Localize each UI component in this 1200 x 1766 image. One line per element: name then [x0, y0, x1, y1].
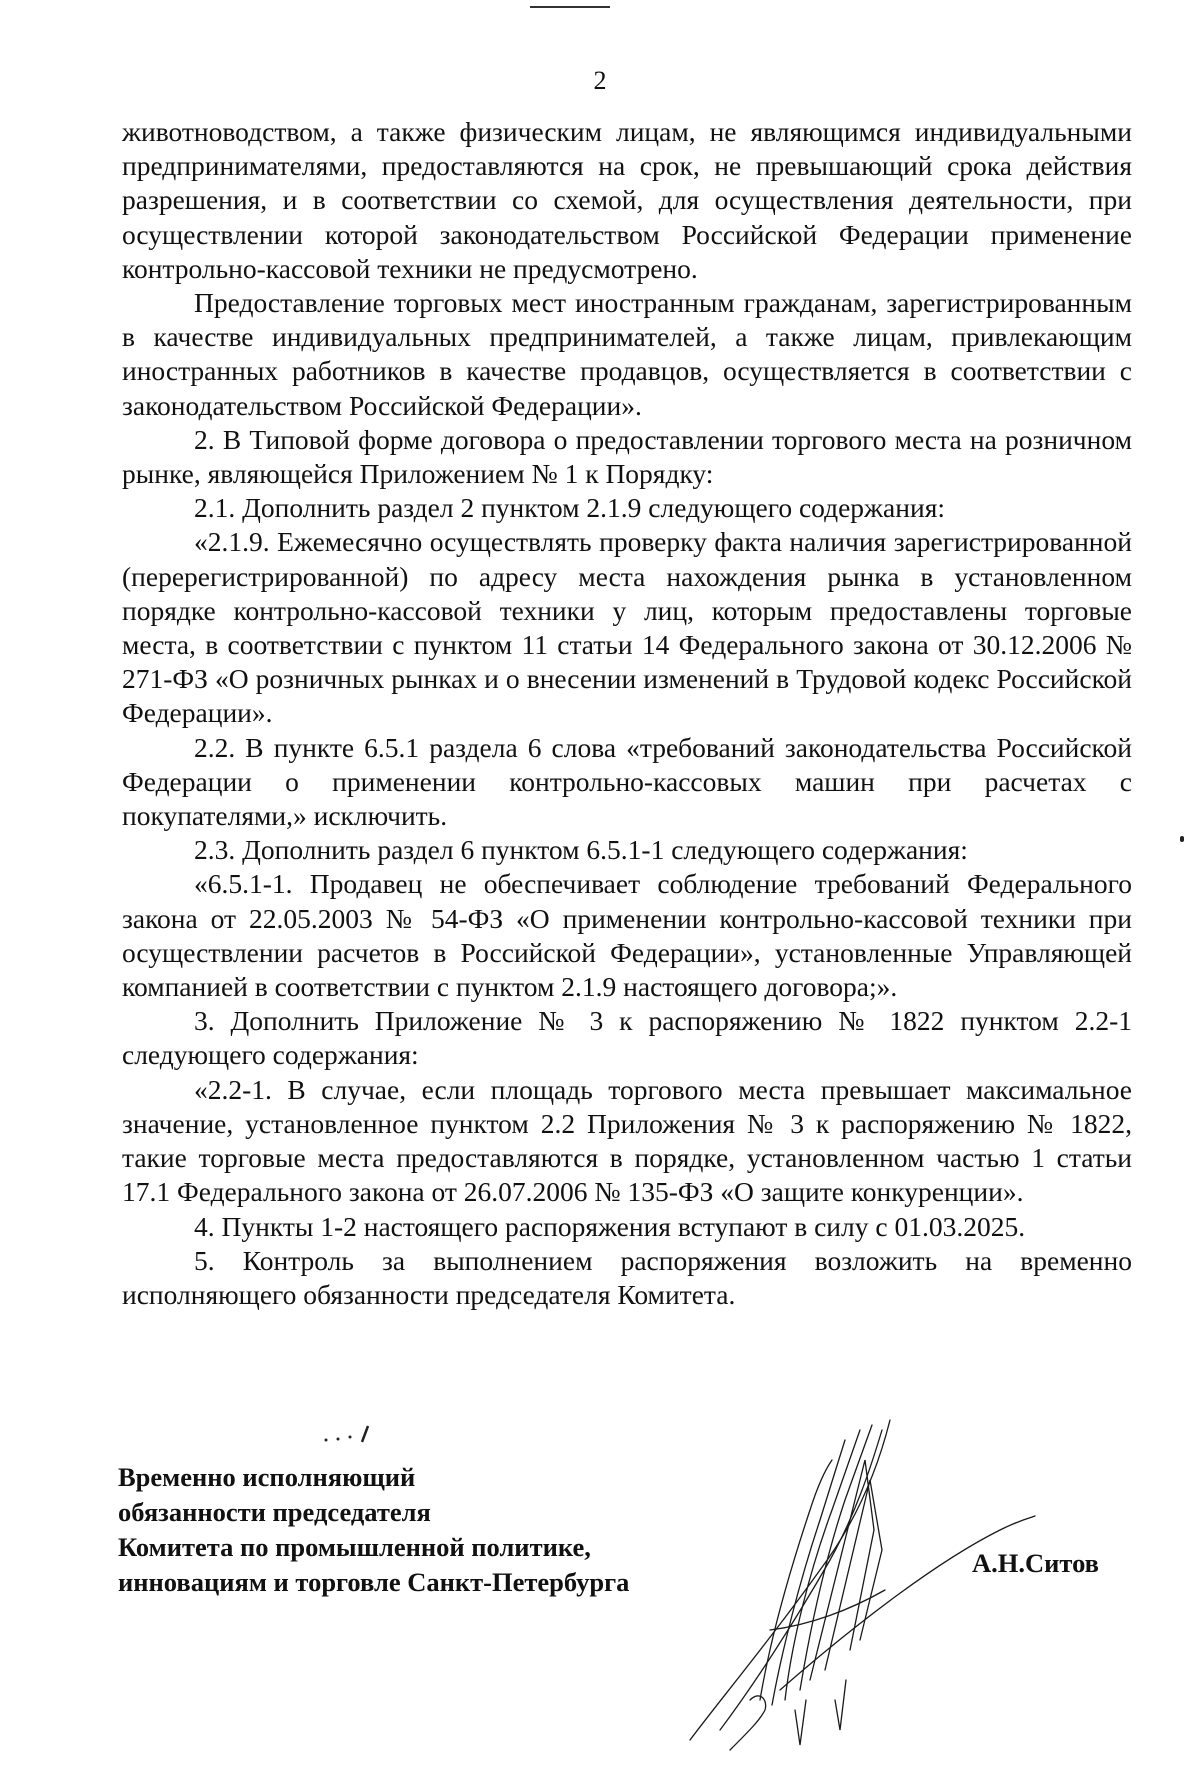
- paragraph: 2.1. Дополнить раздел 2 пунктом 2.1.9 следующего содержания:: [194, 492, 945, 524]
- signer-name: А.Н.Ситов: [972, 1548, 1099, 1578]
- handwritten-signature: [660, 1400, 1040, 1760]
- paragraph: 3. Дополнить Приложение № 3 к распоряжению № 1822 пунктом 2.2-1 следующего содержания:: [122, 1005, 1132, 1071]
- paragraph: 2.2. В пункте 6.5.1 раздела 6 слова «требований законодательства Российской Федерации о применении контрольно-кассовых машин при расчетах с покупателями,» исключить.: [122, 731, 1132, 832]
- pen-dots-mark: [318, 1418, 378, 1448]
- paragraph: 2. В Типовой форме договора о предоставлении торгового места на розничном рынке, являющейся Приложением № 1 к Порядку:: [122, 423, 1132, 490]
- paragraph: «6.5.1-1. Продавец не обеспечивает соблюдение требований Федерального закона от 22.05.2003 № 54-ФЗ «О применении контрольно-кассовой техники при осуществлении расчетов в Российской Федерации», установленные Управляющей компанией в соответствии с пунктом 2.1.9 настоящего договора;».: [122, 868, 1132, 1003]
- paragraph: «2.1.9. Ежемесячно осуществлять проверку факта наличия зарегистрированной (перерегистрированной) по адресу места нахождения рынка в установленном порядке контрольно-кассовой техники у лиц, которым предоставлены торговые места, в соответствии с пунктом 11 статьи 14 Федерального закона от 30.12.2006 № 271-ФЗ «О розничных рынках и о внесении изменений в Трудовой кодекс Российской Федерации».: [122, 526, 1132, 729]
- paragraph: 4. Пункты 1-2 настоящего распоряжения вступают в силу с 01.03.2025.: [194, 1210, 1026, 1242]
- page-number: 2: [593, 66, 607, 95]
- paragraph: Предоставление торговых мест иностранным гражданам, зарегистрированным в качестве индивидуальных предпринимателей, а также лицам, привлекающим иностранных работников в качестве продавцов, осуществляется в соответствии с законодательством Российской Федерации».: [122, 287, 1132, 421]
- document-body: [122, 115, 1132, 1312]
- signatory-title-block: [118, 1460, 629, 1600]
- signatory-title-line: обязанности председателя: [118, 1497, 431, 1527]
- signatory-title-line: Комитета по промышленной политике,: [118, 1532, 591, 1562]
- signatory-title-line: инновациям и торговле Санкт-Петербурга: [118, 1567, 630, 1597]
- top-edge-mark: [530, 0, 610, 8]
- paragraph: 2.3. Дополнить раздел 6 пунктом 6.5.1-1 следующего содержания:: [194, 834, 968, 866]
- paragraph: 5. Контроль за выполнением распоряжения возложить на временно исполняющего обязанности председателя Комитета.: [122, 1244, 1132, 1310]
- signatory-title-line: Временно исполняющий: [118, 1462, 416, 1492]
- margin-speck: [1180, 836, 1184, 842]
- paragraph: «2.2-1. В случае, если площадь торгового места превышает максимальное значение, установленное пунктом 2.2 Приложения № 3 к распоряжению № 1822, такие торговые места предоставляются в порядке, установленном частью 1 статьи 17.1 Федерального закона от 26.07.2006 № 135-ФЗ «О защите конкуренции».: [122, 1073, 1132, 1208]
- paragraph: животноводством, а также физическим лицам, не являющимся индивидуальными предпринимателями, предоставляются на срок, не превышающий срока действия разрешения, и в соответствии со схемой, для осуществления деятельности, при осуществлении которой законодательством Российской Федерации применение контрольно-кассовой техники не предусмотрено.: [122, 116, 1132, 284]
